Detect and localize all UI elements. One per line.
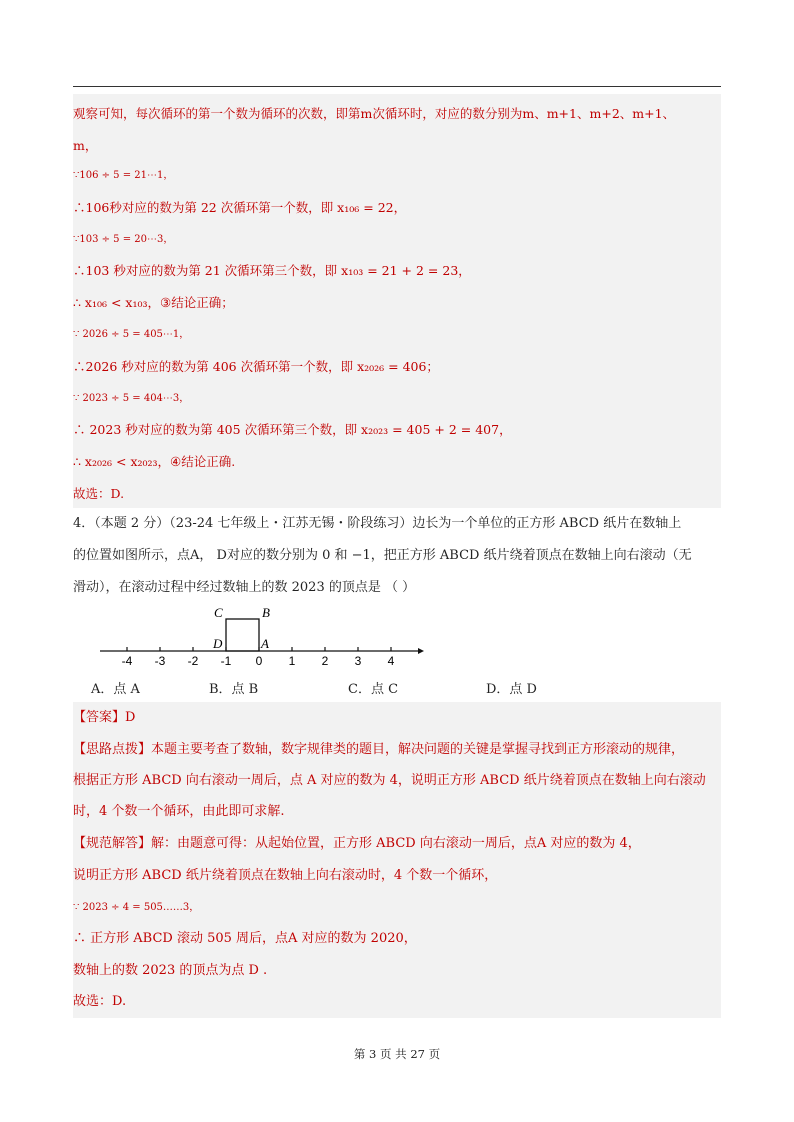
answer-line bbox=[73, 710, 135, 726]
answer-tag: 【答案】 bbox=[73, 710, 126, 725]
solution-line: 说明正方形 ABCD 纸片绕着顶点在数轴上向右滚动时，4 个数一个循环， bbox=[73, 868, 498, 883]
hint-tag: 【思路点拨】 bbox=[73, 742, 152, 757]
square-abcd bbox=[226, 619, 259, 651]
tick-label: 0 bbox=[255, 654, 263, 666]
tick-label: -1 bbox=[220, 654, 232, 666]
solution-line: ∴ 2023 秒对应的数为第 405 次循环第三个数，即 x₂₀₂₃ = 405 + 2 = 407， bbox=[73, 422, 512, 437]
solution-text: 解：由题意可得：从起始位置，正方形 ABCD 向右滚动一周后，点A 对应的数为 4， bbox=[151, 836, 641, 851]
hint-text: 本题主要考查了数轴，数字规律类的题目，解决问题的关键是掌握寻找到正方形滚动的规律， bbox=[151, 742, 685, 757]
solution-block-1 bbox=[73, 94, 721, 508]
answer-block bbox=[73, 702, 721, 1018]
hint-line bbox=[73, 742, 684, 758]
solution-line: ∴ 正方形 ABCD 滚动 505 周后，点A 对应的数为 2020， bbox=[73, 931, 417, 946]
tick-label: -3 bbox=[154, 654, 166, 666]
tick-label: 2 bbox=[321, 654, 329, 666]
vertex-label-b: B bbox=[262, 605, 270, 620]
number-line-figure bbox=[96, 604, 426, 666]
tick-label: 4 bbox=[387, 654, 395, 666]
tick-label: -4 bbox=[121, 654, 133, 666]
solution-line: 故选：D. bbox=[73, 486, 125, 501]
solution-line: ∴ x₁₀₆ < x₁₀₃，③结论正确； bbox=[73, 295, 234, 310]
vertex-label-c: C bbox=[214, 605, 223, 620]
solution-line: ∵ 2023 ÷ 4 = 505……3， bbox=[73, 902, 200, 913]
solution-line: ∵ 2023 ÷ 5 = 404⋯3， bbox=[73, 393, 190, 404]
solution-line: 数轴上的数 2023 的顶点为点 D . bbox=[73, 963, 268, 978]
option-d[interactable]: D．点 D bbox=[486, 682, 537, 697]
solution-tag: 【规范解答】 bbox=[73, 836, 152, 851]
solution-line: ∴2026 秒对应的数为第 406 次循环第一个数，即 x₂₀₂₆ = 406； bbox=[73, 359, 439, 374]
solution-line: m， bbox=[73, 138, 98, 153]
solution-line: ∴106秒对应的数为第 22 次循环第一个数，即 x₁₀₆ = 22， bbox=[73, 200, 407, 215]
hint-line: 根据正方形 ABCD 向右滚动一周后，点 A 对应的数为 4，说明正方形 ABCD 纸片绕着顶点在数轴上向右滚动 bbox=[73, 773, 706, 788]
axis-arrow bbox=[418, 648, 424, 654]
tick-label: 3 bbox=[354, 654, 362, 666]
tick-label: -2 bbox=[187, 654, 199, 666]
vertex-label-a: A bbox=[261, 636, 269, 651]
solution-line: ∴ x₂₀₂₆ < x₂₀₂₃，④结论正确. bbox=[73, 454, 236, 469]
option-c[interactable]: C．点 C bbox=[348, 682, 399, 697]
answer-value: D bbox=[125, 710, 136, 725]
solution-line: ∵106 ÷ 5 = 21⋯1， bbox=[73, 170, 174, 181]
option-b[interactable]: B．点 B bbox=[209, 682, 259, 697]
question-text: 滑动），在滚动过程中经过数轴上的数 2023 的顶点是 （ ） bbox=[73, 580, 416, 595]
header-rule bbox=[73, 86, 721, 87]
solution-line: ∵103 ÷ 5 = 20⋯3， bbox=[73, 234, 174, 245]
question-text: 的位置如图所示，点A， D对应的数分别为 0 和 −1，把正方形 ABCD 纸片绕着顶点在数轴上向右滚动（无 bbox=[73, 548, 692, 563]
solution-line: ∵ 2026 ÷ 5 = 405⋯1， bbox=[73, 329, 190, 340]
solution-line: ∴103 秒对应的数为第 21 次循环第三个数，即 x₁₀₃ = 21 + 2 = 23， bbox=[73, 263, 471, 278]
solution-line bbox=[73, 836, 641, 852]
question-text: 4．（本题 2 分）（23-24 七年级上・江苏无锡・阶段练习）边长为一个单位的正方形 ABCD 纸片在数轴上 bbox=[73, 516, 682, 531]
hint-line: 时，4 个数一个循环，由此即可求解. bbox=[73, 804, 285, 819]
page-footer: 第 3 页 共 27 页 bbox=[353, 1047, 441, 1061]
solution-line: 故选：D. bbox=[73, 994, 127, 1009]
option-a[interactable]: A．点 A bbox=[91, 682, 140, 697]
solution-line: 观察可知，每次循环的第一个数为循环的次数，即第m次循环时，对应的数分别为m、m+1、m+2、m+1、 bbox=[73, 106, 676, 121]
tick-label: 1 bbox=[288, 654, 296, 666]
vertex-label-d: D bbox=[213, 636, 223, 651]
